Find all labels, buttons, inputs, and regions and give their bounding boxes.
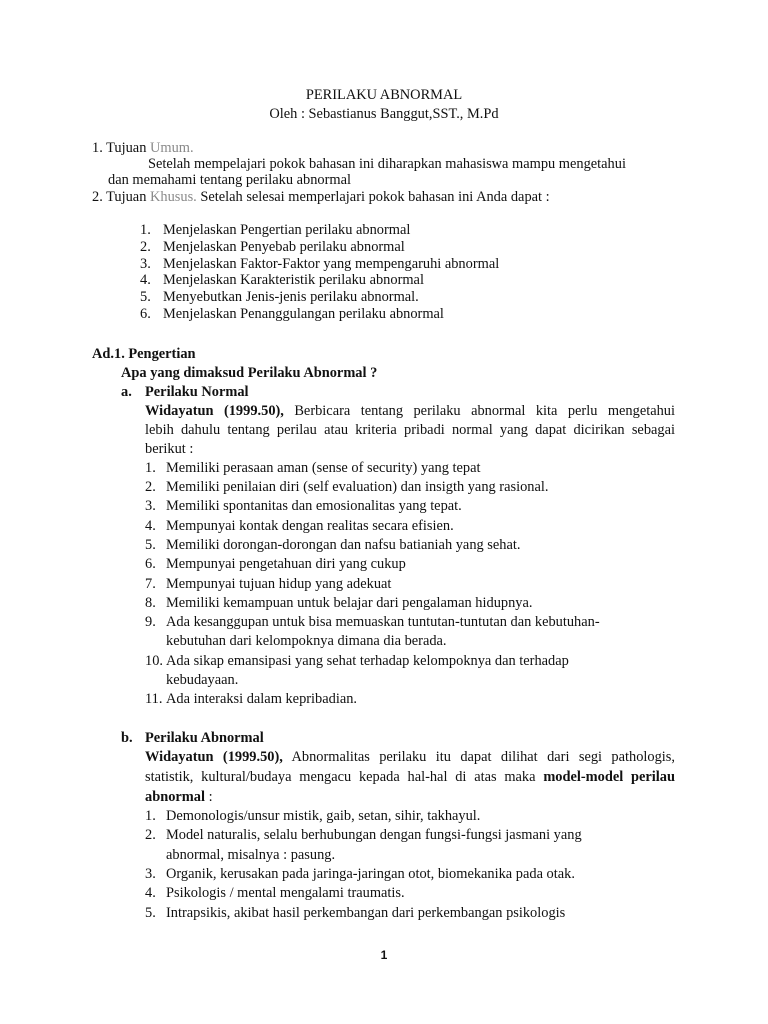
list-item: 8. Memiliki kemampuan untuk belajar dari pengalaman hidupnya. [145,595,533,611]
list-item: 3. Menjelaskan Faktor-Faktor yang mempengaruhi abnormal [140,256,500,272]
list-item: 5. Memiliki dorongan-dorongan dan nafsu batianiah yang sehat. [145,537,521,553]
document-title: PERILAKU ABNORMAL [305,87,463,103]
list-item: 6. Menjelaskan Penanggulangan perilaku abnormal [140,306,444,322]
list-item: 3. Memiliki spontanitas dan emosionalitas yang tepat. [145,498,462,514]
objective-specific-prefix: 2. Tujuan [92,189,150,205]
subsection-b-intro-line-2: statistik, kultural/budaya mengacu kepada hal-hal di atas maka model-model perilau [145,769,676,785]
objective-specific [92,188,550,206]
list-item: 7. Mempunyai tujuan hidup yang adekuat [145,576,392,592]
list-item: 1. Memiliki perasaan aman (sense of security) yang tepat [145,460,481,476]
objective-specific-rest: Setelah selesai memperlajari pokok bahasan ini Anda dapat : [196,189,550,205]
list-item: 1. Demonologis/unsur mistik, gaib, setan, sihir, takhayul. [145,808,481,824]
subsection-a-intro-line-3: berikut : [145,441,194,457]
list-item: 4. Mempunyai kontak dengan realitas secara efisien. [145,518,454,534]
subsection-b-title: Perilaku Abnormal [145,730,264,746]
objective-general-prefix: 1. Tujuan [92,140,150,156]
list-item: 5. Menyebutkan Jenis-jenis perilaku abnormal. [140,289,419,305]
list-item: 4. Menjelaskan Karakteristik perilaku abnormal [140,272,424,288]
subsection-b-intro-line-1: Widayatun (1999.50), Abnormalitas perilaku itu dapat dilihat dari segi pathologis, [145,749,675,765]
list-item: 5. Intrapsikis, akibat hasil perkembangan dari perkembangan psikologis [145,905,566,921]
list-item: 4. Psikologis / mental mengalami traumatis. [145,885,405,901]
list-item: 9. Ada kesanggupan untuk bisa memuaskan tuntutan-tuntutan dan kebutuhan- [145,614,600,630]
objective-general-text-2: dan memahami tentang perilaku abnormal [108,172,351,188]
list-item: 10. Ada sikap emansipasi yang sehat terhadap kelompoknya dan terhadap [145,653,569,669]
subsection-b-label: b. [121,730,133,746]
document-author: Oleh : Sebastianus Banggut,SST., M.Pd [269,106,499,122]
list-item: 2. Menjelaskan Penyebab perilaku abnormal [140,239,405,255]
list-item: 2. Memiliki penilaian diri (self evaluation) dan insigth yang rasional. [145,479,549,495]
section-heading: Ad.1. Pengertian [92,346,196,362]
subsection-b-intro-line-3: abnormal : [145,789,213,805]
objective-specific-word: Khusus. [149,189,197,205]
list-item: 2. Model naturalis, selalu berhubungan dengan fungsi-fungsi jasmani yang [145,827,582,843]
list-item: 11. Ada interaksi dalam kepribadian. [145,691,358,707]
objective-general-word: Umum. [149,140,194,156]
subsection-a-title: Perilaku Normal [145,384,249,400]
section-question: Apa yang dimaksud Perilaku Abnormal ? [121,365,378,381]
list-item: 1. Menjelaskan Pengertian perilaku abnormal [140,222,411,238]
list-item: 3. Organik, kerusakan pada jaringa-jaringan otot, biomekanika pada otak. [145,866,575,882]
objective-general-text-1: Setelah mempelajari pokok bahasan ini diharapkan mahasiswa mampu mengetahui [148,156,626,172]
subsection-a-intro-line-1: Widayatun (1999.50), Berbicara tentang perilaku abnormal kita perlu mengetahui [145,403,675,419]
page-number: 1 [380,948,388,962]
document-page: PERILAKU ABNORMAL Oleh : Sebastianus Banggut,SST., M.Pd 1. Tujuan Umum. Setelah mempelajari pokok bahasan ini diharapkan mahasiswa mampu mengetahui dan memahami tentang perilaku abnormal 2. Tujuan Khusus. Setelah selesai memperlajari pokok bahasan ini Anda dapat : 1. Menjelaskan Pengertian perilaku abnormal 2. Menjelaskan Penyebab perilaku abnormal 3. Menjelaskan Faktor-Faktor yang mempengaruhi abnormal 4. Menjelaskan Karakteristik perilaku abnormal 5. Menyebutkan Jenis-jenis perilaku abnormal. 6. Menjelaskan Penanggulangan perilaku abnormal Ad.1. Pengertian Apa yang dimaksud Perilaku Abnormal ? a. Perilaku Normal Widayatun (1999.50), Berbicara tentang perilaku abnormal kita perlu mengetahui lebih dahulu tentang perilau atau kriteria pribadi normal yang dapat dicirikan sebagai berikut : 1. Memiliki perasaan aman (sense of security) yang tepat 2. Memiliki penilaian diri (self evaluation) dan insigth yang rasional. 3. Memiliki spontanitas dan emosionalitas yang tepat. 4. Mempunyai kontak dengan realitas secara efisien. 5. Memiliki dorongan-dorongan dan nafsu batianiah yang sehat. 6. Mempunyai pengetahuan diri yang cukup 7. Mempunyai tujuan hidup yang adekuat 8. Memiliki kemampuan untuk belajar dari pengalaman hidupnya. 9. Ada kesanggupan untuk bisa memuaskan tuntutan-tuntutan dan kebutuhan- kebutuhan dari kelompoknya dimana dia berada. 10. Ada sikap emansipasi yang sehat terhadap kelompoknya dan terhadap kebudayaan. 11. Ada interaksi dalam kepribadian. b. Perilaku Abnormal Widayatun (1999.50), Abnormalitas perilaku itu dapat dilihat dari segi pathologis, statistik, kultural/budaya mengacu kepada hal-hal di atas maka model-model perilau abnormal : 1. Demonologis/unsur mistik, gaib, setan, sihir, takhayul. 2. Model naturalis, selalu berhubungan dengan fungsi-fungsi jasmani yang abnormal, misalnya : pasung. 3. Organik, kerusakan pada jaringa-jaringan otot, biomekanika pada otak. 4. Psikologis / mental mengalami traumatis. 5. Intrapsikis, akibat hasil perkembangan dari perkembangan psikologis 1 [0,0,768,1024]
subsection-a-label: a. [121,384,132,400]
list-item: 6. Mempunyai pengetahuan diri yang cukup [145,556,406,572]
subsection-a-intro-line-2: lebih dahulu tentang perilau atau kriteria pribadi normal yang dapat dicirikan sebagai [145,422,675,438]
